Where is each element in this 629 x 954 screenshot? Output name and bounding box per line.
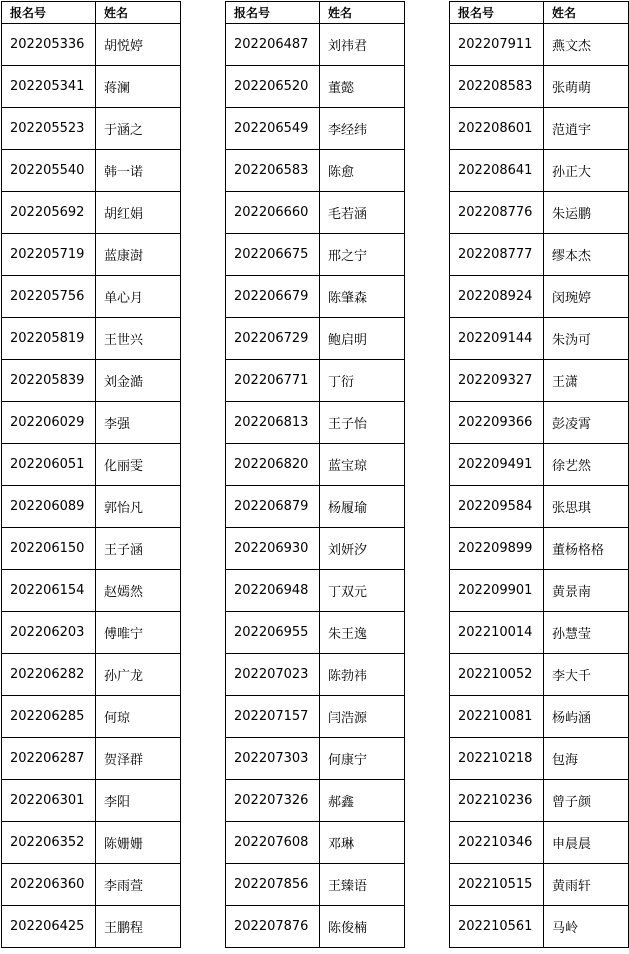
registration-number-cell: 202210346 xyxy=(450,822,544,864)
column-header-id: 报名号 xyxy=(450,2,544,24)
table-row xyxy=(226,192,405,234)
name-cell: 申晨晨 xyxy=(544,822,629,864)
table-row xyxy=(450,24,629,66)
table-row xyxy=(2,66,181,108)
registration-number-cell: 202205523 xyxy=(2,108,96,150)
registration-number-cell: 202206089 xyxy=(2,486,96,528)
registration-number-cell: 202210052 xyxy=(450,654,544,696)
table-row xyxy=(450,402,629,444)
name-cell: 郝鑫 xyxy=(320,780,405,822)
name-cell: 董杨格格 xyxy=(544,528,629,570)
table-row xyxy=(2,276,181,318)
registration-number-cell: 202209327 xyxy=(450,360,544,402)
registration-number-cell: 202209899 xyxy=(450,528,544,570)
name-cell: 缪本杰 xyxy=(544,234,629,276)
table-row xyxy=(450,780,629,822)
registration-number-cell: 202206425 xyxy=(2,906,96,948)
registration-number-cell: 202206820 xyxy=(226,444,320,486)
name-cell: 范逍宇 xyxy=(544,108,629,150)
name-cell: 何康宁 xyxy=(320,738,405,780)
table-row xyxy=(226,234,405,276)
table-row xyxy=(450,528,629,570)
registration-number-cell: 202206729 xyxy=(226,318,320,360)
registration-table-3 xyxy=(449,1,629,948)
table-row xyxy=(450,696,629,738)
registration-number-cell: 202206930 xyxy=(226,528,320,570)
name-cell: 胡悦婷 xyxy=(96,24,181,66)
table-row xyxy=(2,318,181,360)
table-row xyxy=(2,486,181,528)
name-cell: 王潇 xyxy=(544,360,629,402)
header-row xyxy=(226,2,405,24)
registration-number-cell: 202205756 xyxy=(2,276,96,318)
registration-number-cell: 202205540 xyxy=(2,150,96,192)
table-row xyxy=(226,276,405,318)
name-cell: 蓝宝琼 xyxy=(320,444,405,486)
registration-table-2 xyxy=(225,1,405,948)
registration-number-cell: 202206360 xyxy=(2,864,96,906)
name-cell: 马岭 xyxy=(544,906,629,948)
name-cell: 陈勃祎 xyxy=(320,654,405,696)
table-row xyxy=(2,738,181,780)
registration-number-cell: 202209144 xyxy=(450,318,544,360)
registration-number-cell: 202210081 xyxy=(450,696,544,738)
registration-number-cell: 202206154 xyxy=(2,570,96,612)
name-cell: 杨履瑜 xyxy=(320,486,405,528)
registration-number-cell: 202206879 xyxy=(226,486,320,528)
name-cell: 李雨萱 xyxy=(96,864,181,906)
registration-number-cell: 202208583 xyxy=(450,66,544,108)
name-cell: 胡红娟 xyxy=(96,192,181,234)
table-row xyxy=(226,360,405,402)
registration-number-cell: 202206301 xyxy=(2,780,96,822)
name-cell: 孙广龙 xyxy=(96,654,181,696)
registration-number-cell: 202207157 xyxy=(226,696,320,738)
name-cell: 贺泽群 xyxy=(96,738,181,780)
name-cell: 单心月 xyxy=(96,276,181,318)
name-cell: 包海 xyxy=(544,738,629,780)
table-row xyxy=(2,150,181,192)
name-cell: 邢之宁 xyxy=(320,234,405,276)
registration-number-cell: 202206771 xyxy=(226,360,320,402)
table-row xyxy=(450,150,629,192)
registration-number-cell: 202207876 xyxy=(226,906,320,948)
name-cell: 燕文杰 xyxy=(544,24,629,66)
name-cell: 于涵之 xyxy=(96,108,181,150)
registration-number-cell: 202207326 xyxy=(226,780,320,822)
registration-number-cell: 202208777 xyxy=(450,234,544,276)
name-cell: 闫浩源 xyxy=(320,696,405,738)
table-row xyxy=(226,906,405,948)
registration-number-cell: 202206285 xyxy=(2,696,96,738)
table-row xyxy=(450,486,629,528)
name-cell: 黄雨轩 xyxy=(544,864,629,906)
registration-number-cell: 202206487 xyxy=(226,24,320,66)
name-cell: 黄景南 xyxy=(544,570,629,612)
name-cell: 韩一诺 xyxy=(96,150,181,192)
table-row xyxy=(450,570,629,612)
registration-number-cell: 202206287 xyxy=(2,738,96,780)
name-cell: 毛若涵 xyxy=(320,192,405,234)
table-row xyxy=(2,822,181,864)
table-row xyxy=(450,864,629,906)
registration-number-cell: 202206282 xyxy=(2,654,96,696)
name-cell: 丁衍 xyxy=(320,360,405,402)
table-row xyxy=(226,318,405,360)
header-row xyxy=(450,2,629,24)
table-row xyxy=(2,612,181,654)
name-cell: 蒋澜 xyxy=(96,66,181,108)
table-row xyxy=(450,822,629,864)
table-row xyxy=(226,108,405,150)
table-row xyxy=(226,66,405,108)
registration-number-cell: 202206150 xyxy=(2,528,96,570)
registration-number-cell: 202206955 xyxy=(226,612,320,654)
registration-number-cell: 202206583 xyxy=(226,150,320,192)
name-cell: 徐艺然 xyxy=(544,444,629,486)
name-cell: 李强 xyxy=(96,402,181,444)
registration-number-cell: 202209491 xyxy=(450,444,544,486)
table-row xyxy=(2,528,181,570)
name-cell: 傅唯宁 xyxy=(96,612,181,654)
registration-number-cell: 202206660 xyxy=(226,192,320,234)
name-cell: 王臻语 xyxy=(320,864,405,906)
table-row xyxy=(2,780,181,822)
registration-number-cell: 202210561 xyxy=(450,906,544,948)
table-row xyxy=(226,402,405,444)
table-row xyxy=(2,654,181,696)
table-row xyxy=(2,108,181,150)
table-row xyxy=(450,192,629,234)
name-cell: 孙慧莹 xyxy=(544,612,629,654)
table-row xyxy=(450,276,629,318)
table-row xyxy=(226,486,405,528)
registration-number-cell: 202206675 xyxy=(226,234,320,276)
table-row xyxy=(226,864,405,906)
name-cell: 王子涵 xyxy=(96,528,181,570)
registration-number-cell: 202205692 xyxy=(2,192,96,234)
registration-number-cell: 202210014 xyxy=(450,612,544,654)
table-row xyxy=(450,654,629,696)
name-cell: 何琼 xyxy=(96,696,181,738)
table-row xyxy=(226,24,405,66)
table-row xyxy=(450,444,629,486)
registration-number-cell: 202206051 xyxy=(2,444,96,486)
table-row xyxy=(226,612,405,654)
table-row xyxy=(226,780,405,822)
name-cell: 孙正大 xyxy=(544,150,629,192)
registration-number-cell: 202206948 xyxy=(226,570,320,612)
table-row xyxy=(2,402,181,444)
column-header-id: 报名号 xyxy=(226,2,320,24)
name-cell: 蓝康澍 xyxy=(96,234,181,276)
registration-number-cell: 202208776 xyxy=(450,192,544,234)
name-cell: 李大千 xyxy=(544,654,629,696)
registration-number-cell: 202205819 xyxy=(2,318,96,360)
table-row xyxy=(2,444,181,486)
table-row xyxy=(450,234,629,276)
registration-number-cell: 202206520 xyxy=(226,66,320,108)
table-row xyxy=(226,822,405,864)
name-cell: 董懿 xyxy=(320,66,405,108)
table-row xyxy=(226,696,405,738)
name-cell: 杨屿涵 xyxy=(544,696,629,738)
table-row xyxy=(450,738,629,780)
table-row xyxy=(226,150,405,192)
name-cell: 陈俊楠 xyxy=(320,906,405,948)
table-row xyxy=(226,654,405,696)
table-row xyxy=(2,234,181,276)
column-header-id: 报名号 xyxy=(2,2,96,24)
name-cell: 王鹏程 xyxy=(96,906,181,948)
registration-number-cell: 202207303 xyxy=(226,738,320,780)
name-cell: 王子怡 xyxy=(320,402,405,444)
registration-number-cell: 202210218 xyxy=(450,738,544,780)
registration-number-cell: 202206203 xyxy=(2,612,96,654)
table-row xyxy=(450,360,629,402)
column-header-name: 姓名 xyxy=(96,2,181,24)
registration-number-cell: 202209366 xyxy=(450,402,544,444)
registration-number-cell: 202205719 xyxy=(2,234,96,276)
table-row xyxy=(2,696,181,738)
registration-number-cell: 202205336 xyxy=(2,24,96,66)
name-cell: 曾子颜 xyxy=(544,780,629,822)
name-cell: 彭凌霄 xyxy=(544,402,629,444)
registration-number-cell: 202208641 xyxy=(450,150,544,192)
name-cell: 王世兴 xyxy=(96,318,181,360)
header-row xyxy=(2,2,181,24)
registration-number-cell: 202208601 xyxy=(450,108,544,150)
registration-table-1 xyxy=(1,1,181,948)
table-row xyxy=(450,318,629,360)
table-row xyxy=(450,906,629,948)
name-cell: 张萌萌 xyxy=(544,66,629,108)
table-row xyxy=(226,528,405,570)
registration-number-cell: 202210515 xyxy=(450,864,544,906)
registration-number-cell: 202205839 xyxy=(2,360,96,402)
registration-number-cell: 202207023 xyxy=(226,654,320,696)
table-row xyxy=(2,24,181,66)
name-cell: 朱运鹏 xyxy=(544,192,629,234)
column-header-name: 姓名 xyxy=(320,2,405,24)
registration-number-cell: 202207856 xyxy=(226,864,320,906)
table-row xyxy=(450,66,629,108)
column-header-name: 姓名 xyxy=(544,2,629,24)
name-cell: 赵嫣然 xyxy=(96,570,181,612)
name-cell: 刘妍汐 xyxy=(320,528,405,570)
name-cell: 李阳 xyxy=(96,780,181,822)
name-cell: 郭怡凡 xyxy=(96,486,181,528)
name-cell: 邓琳 xyxy=(320,822,405,864)
registration-number-cell: 202209901 xyxy=(450,570,544,612)
name-cell: 李经纬 xyxy=(320,108,405,150)
name-cell: 丁双元 xyxy=(320,570,405,612)
table-row xyxy=(2,192,181,234)
name-cell: 化丽雯 xyxy=(96,444,181,486)
registration-number-cell: 202206352 xyxy=(2,822,96,864)
name-cell: 陈肇森 xyxy=(320,276,405,318)
registration-number-cell: 202209584 xyxy=(450,486,544,528)
name-cell: 陈愈 xyxy=(320,150,405,192)
registration-number-cell: 202206029 xyxy=(2,402,96,444)
registration-number-cell: 202206813 xyxy=(226,402,320,444)
table-row xyxy=(450,612,629,654)
registration-number-cell: 202206549 xyxy=(226,108,320,150)
registration-number-cell: 202208924 xyxy=(450,276,544,318)
table-row xyxy=(226,738,405,780)
registration-number-cell: 202207608 xyxy=(226,822,320,864)
registration-number-cell: 202206679 xyxy=(226,276,320,318)
table-row xyxy=(2,570,181,612)
name-cell: 张思琪 xyxy=(544,486,629,528)
table-row xyxy=(2,864,181,906)
table-row xyxy=(450,108,629,150)
table-row xyxy=(2,906,181,948)
name-cell: 刘金澔 xyxy=(96,360,181,402)
registration-number-cell: 202210236 xyxy=(450,780,544,822)
registration-number-cell: 202205341 xyxy=(2,66,96,108)
table-row xyxy=(226,444,405,486)
name-cell: 闵琬婷 xyxy=(544,276,629,318)
registration-number-cell: 202207911 xyxy=(450,24,544,66)
name-cell: 陈姗姗 xyxy=(96,822,181,864)
name-cell: 鲍启明 xyxy=(320,318,405,360)
table-row xyxy=(2,360,181,402)
name-cell: 刘祎君 xyxy=(320,24,405,66)
name-cell: 朱王逸 xyxy=(320,612,405,654)
table-row xyxy=(226,570,405,612)
name-cell: 朱沩可 xyxy=(544,318,629,360)
